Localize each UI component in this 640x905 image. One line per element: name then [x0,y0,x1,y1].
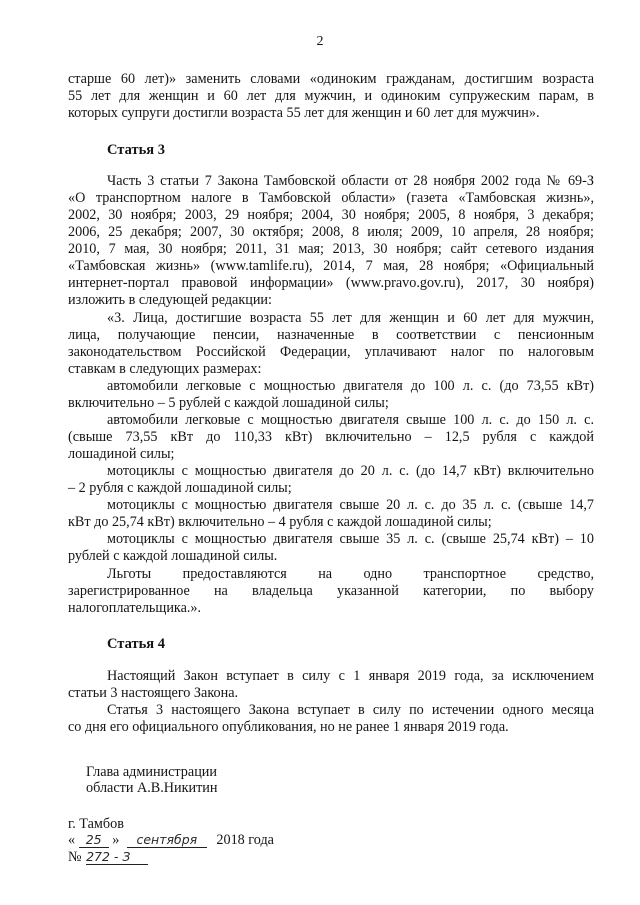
article-4-heading: Статья 4 [107,636,165,652]
rate-item: мотоциклы с мощностью двигателя до 20 л. с. (до 14,7 кВт) включительно [107,463,594,479]
rate-item: кВт до 25,74 кВт) включительно – 4 рубля с каждой лошадиной силы; [68,514,492,530]
article-4-line: статьи 3 настоящего Закона. [68,685,239,701]
benefit-line: налогоплательщика.». [68,600,202,616]
article-3-quote-line: лица, получающие пенсии, назначенные в соответствии с пенсионным [68,327,594,343]
article-3-line: «Тамбовская жизнь» (www.tamlife.ru), 2014, 7 мая, 28 ноября; «Официальный [68,258,594,274]
rate-item: мотоциклы с мощностью двигателя свыше 20 л. с. до 35 л. с. (свыше 14,7 [107,497,594,513]
number-sign: № [68,849,82,865]
page-number: 2 [316,34,324,49]
date-row [68,832,274,849]
rate-item: лошадиной силы; [68,446,175,462]
article-3-quote-line: законодательством Российской Федерации, уплачивают налог по налоговым [68,344,594,360]
intro-line: которых супруги достигли возраста 55 лет для женщин и 60 лет для мужчин». [68,105,540,121]
rate-item: мотоциклы с мощностью двигателя свыше 35 л. с. (свыше 25,74 кВт) – 10 [107,531,594,547]
article-3-line: 2002, 30 ноября; 2003, 29 ноября; 2004, 30 ноября; 2005, 8 ноября, 3 декабря; [68,207,594,223]
benefit-line: зарегистрированное на владельца указанной категории, по выбору [68,583,594,599]
article-3-quote-line: «3. Лица, достигшие возраста 55 лет для женщин и 60 лет для мужчин, [107,310,594,326]
rate-item: (свыше 73,55 кВт до 110,33 кВт) включительно – 12,5 рубля с каждой [68,429,594,445]
date-close-quote: » [112,832,120,848]
rate-item: включительно – 5 рублей с каждой лошадиной силы; [68,395,389,411]
date-year: 2018 года [216,832,274,848]
article-4-line: Настоящий Закон вступает в силу с 1 января 2019 года, за исключением [107,668,594,684]
rate-item: автомобили легковые с мощностью двигателя до 100 л. с. (до 73,55 кВт) [107,378,594,394]
article-4-line: со дня его официального опубликования, но не ранее 1 января 2019 года. [68,719,509,735]
article-3-line: Часть 3 статьи 7 Закона Тамбовской области от 28 ноября 2002 года № 69-З [107,173,594,189]
intro-line: 55 лет для женщин и 60 лет для мужчин, и одиноким супружеским парам, в [68,88,594,104]
article-3-line: 2006, 25 декабря; 2007, 30 октября; 2008, 8 июля; 2009, 10 апреля, 28 ноября; [68,224,594,240]
article-3-quote-line: ставкам в следующих размерах: [68,361,262,377]
article-3-line: интернет-портал правовой информации» (www.pravo.gov.ru), 2017, 30 ноября) [68,275,594,291]
date-month: сентября [127,833,207,848]
number-row [68,849,148,866]
benefit-line: Льготы предоставляются на одно транспортное средство, [107,566,594,582]
article-4-line: Статья 3 настоящего Закона вступает в силу по истечении одного месяца [107,702,594,718]
article-3-line: 2010, 7 мая, 30 ноября; 2011, 31 мая; 2013, 30 ноября; сайт сетевого издания [68,241,594,257]
intro-line: старше 60 лет)» заменить словами «одиноким гражданам, достигшим возраста [68,71,594,87]
signature-title-line-2: области А.В.Никитин [86,780,218,796]
date-day: 25 [79,833,109,848]
rate-item: – 2 рубля с каждой лошадиной силы; [68,480,292,496]
city: г. Тамбов [68,816,124,832]
document-number: 272 - З [86,850,148,865]
rate-item: рублей с каждой лошадиной силы. [68,548,278,564]
signature-title-line-1: Глава администрации [86,764,217,780]
article-3-line: «О транспортном налоге в Тамбовской области» (газета «Тамбовская жизнь», [68,190,594,206]
date-open-quote: « [68,832,76,848]
rate-item: автомобили легковые с мощностью двигателя свыше 100 л. с. до 150 л. с. [107,412,594,428]
article-3-heading: Статья 3 [107,142,165,158]
article-3-line: изложить в следующей редакции: [68,292,272,308]
